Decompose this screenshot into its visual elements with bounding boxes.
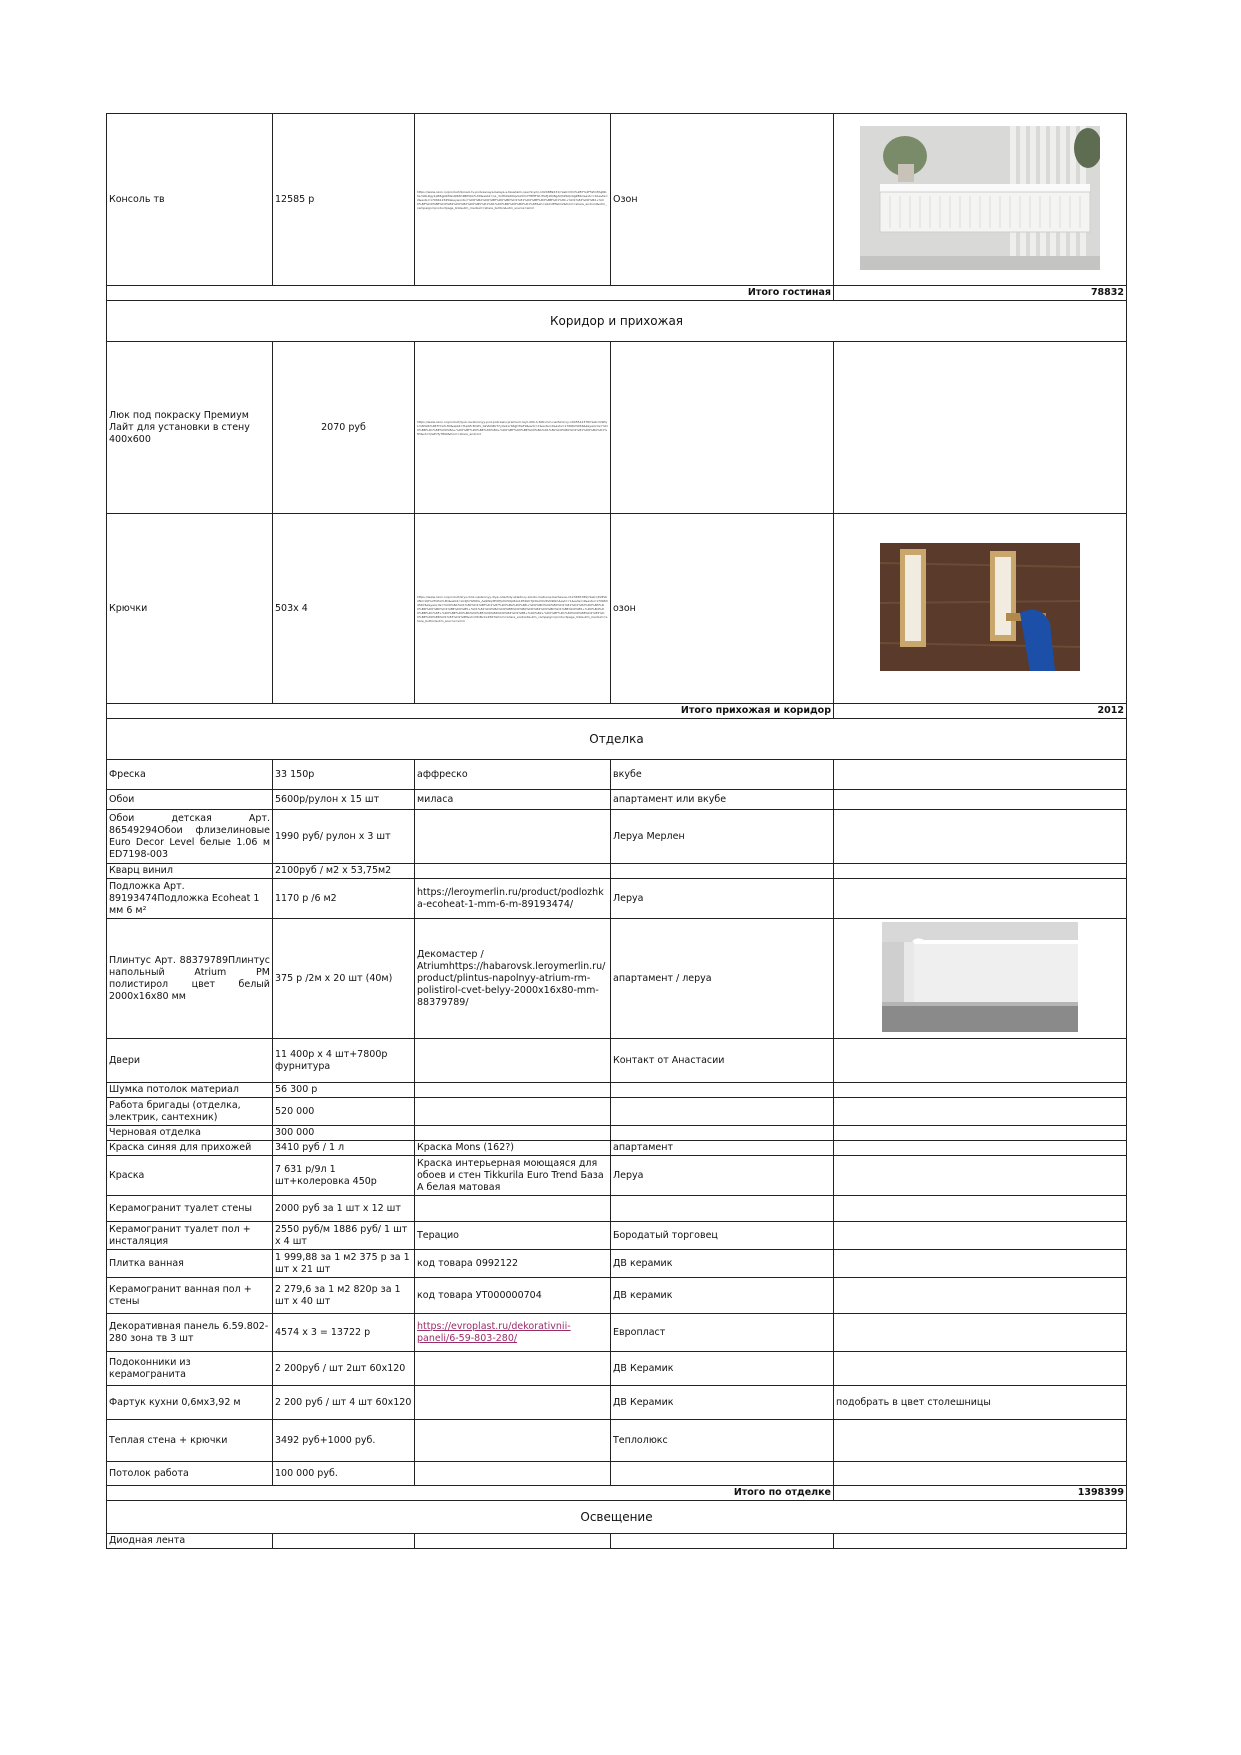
item-store: [611, 1196, 834, 1222]
item-price: 7 631 р/9л 1 шт+колеровка 450р: [273, 1156, 415, 1196]
item-note: [834, 1039, 1127, 1083]
item-name: Потолок работа: [107, 1462, 273, 1486]
item-price: 300 000: [273, 1126, 415, 1141]
item-name: Плитка ванная: [107, 1250, 273, 1278]
item-link[interactable]: https://www.ozon.ru/product/kryuchok-nastennyy-dlya-odezhdy-skladnoy-zoloto-matovoe-bezhevoe-1123456789/?asb=Zx8Vb2Nm1Ql%2FoPw%3D&asb2=Lk4Jh7Gf0Ds_Ae9Wq3Er6Ty2Ui5Op8As1Df4Gh7Jk0Lz3Xc6Vb9Nm&avtc=1&avte=4&avts=1706634567&keywords=%D0%BA%D1%80%D1%8E%D1%87%D0%BA%D0%B8+%D0%BD%D0%B0%D1%81%D1%82%D0%B5%D0%BD%D0%BD%D1%8B%D0%B5+%D1%81%D0%BA%D0%BB%D0%B0%D0%B4%D0%BD%D1%8B%D0%B5+%D0%B4%D0%BB%D1%8F+%D0%BE%D0%B4%D0%B5%D0%B6%D0%B4%D1%8B+%D0%B2+%D0%BF%D1%80%D0%B8%D1%85%D0%BE%D0%B6%D1%83%D1%8E&sh=MnBvCx4567&from=share_android&utm_campaign=productpage_link&utm_medium=share_button&utm_source=smm: [415, 514, 611, 704]
item-name: Черновая отделка: [107, 1126, 273, 1141]
item-name: Консоль тв: [107, 114, 273, 286]
item-note: [834, 879, 1127, 919]
table-row: [107, 1222, 1127, 1250]
item-link: Краска Mons (162?): [415, 1141, 611, 1156]
item-price: 520 000: [273, 1098, 415, 1126]
item-link: [415, 1126, 611, 1141]
item-name: Теплая стена + крючки: [107, 1420, 273, 1462]
item-note: [834, 1098, 1127, 1126]
item-link[interactable]: https://leroymerlin.ru/product/podlozhka-ecoheat-1-mm-6-m-89193474/: [415, 879, 611, 919]
item-store: [611, 864, 834, 879]
hooks-image: [880, 543, 1080, 671]
section-row: [107, 301, 1127, 342]
item-note: [834, 1352, 1127, 1386]
item-link: [415, 1083, 611, 1098]
section-row: [107, 719, 1127, 760]
item-price: 12585 р: [273, 114, 415, 286]
item-name: Шумка потолок материал: [107, 1083, 273, 1098]
table-row: [107, 1039, 1127, 1083]
item-price: 100 000 руб.: [273, 1462, 415, 1486]
item-note: [834, 1196, 1127, 1222]
item-name: Декоративная панель 6.59.802-280 зона тв 3 шт: [107, 1314, 273, 1352]
total-living-label: Итого гостиная: [107, 286, 834, 301]
item-link: [415, 1386, 611, 1420]
table-row: [107, 810, 1127, 864]
item-price: 2000 руб за 1 шт х 12 шт: [273, 1196, 415, 1222]
item-price: 11 400р х 4 шт+7800р фурнитура: [273, 1039, 415, 1083]
product-image-cell: [834, 514, 1127, 704]
item-link: [415, 810, 611, 864]
total-finish-value: 1398399: [834, 1486, 1127, 1501]
table-row: [107, 1352, 1127, 1386]
item-store: ДВ Керамик: [611, 1386, 834, 1420]
item-note: [834, 1141, 1127, 1156]
item-name: Люк под покраску Премиум Лайт для установки в стену 400х600: [107, 342, 273, 514]
item-link: код товара 0992122: [415, 1250, 611, 1278]
item-store: [611, 1462, 834, 1486]
item-name: Диодная лента: [107, 1534, 273, 1549]
item-price: 5600р/рулон х 15 шт: [273, 790, 415, 810]
item-link: код товара УТ000000704: [415, 1278, 611, 1314]
item-store: Леруа: [611, 1156, 834, 1196]
total-hall-value: 2012: [834, 704, 1127, 719]
section-row: [107, 1501, 1127, 1534]
section-finish-title: Отделка: [107, 719, 1127, 760]
item-store: [611, 342, 834, 514]
item-price: 33 150р: [273, 760, 415, 790]
product-image-cell: [834, 919, 1127, 1039]
item-store: Леруа: [611, 879, 834, 919]
item-name: Фреска: [107, 760, 273, 790]
item-store: [611, 1098, 834, 1126]
item-name: Подложка Арт. 89193474Подложка Ecoheat 1 мм 6 м²: [107, 879, 273, 919]
product-image-cell: [834, 114, 1127, 286]
item-price: 375 р /2м х 20 шт (40м): [273, 919, 415, 1039]
item-name: Работа бригады (отделка, электрик, сантехник): [107, 1098, 273, 1126]
item-store: ДВ керамик: [611, 1278, 834, 1314]
item-store: ДВ Керамик: [611, 1352, 834, 1386]
table-row: [107, 1141, 1127, 1156]
baseboard-image: [882, 922, 1078, 1032]
item-link: [415, 1462, 611, 1486]
item-note: [834, 1156, 1127, 1196]
item-name: Двери: [107, 1039, 273, 1083]
item-link: Терацио: [415, 1222, 611, 1250]
item-link: Краска интерьерная моющаяся для обоев и стен Tikkurila Euro Trend База А белая матовая: [415, 1156, 611, 1196]
item-store: Леруа Мерлен: [611, 810, 834, 864]
table-row: [107, 919, 1127, 1039]
item-price: 56 300 р: [273, 1083, 415, 1098]
item-store: [611, 1126, 834, 1141]
item-price: 2550 руб/м 1886 руб/ 1 шт х 4 шт: [273, 1222, 415, 1250]
table-row: [107, 1278, 1127, 1314]
item-store: [611, 1534, 834, 1549]
item-store: Европласт: [611, 1314, 834, 1352]
item-store: Теплолюкс: [611, 1420, 834, 1462]
item-store: апартамент: [611, 1141, 834, 1156]
item-store: озон: [611, 514, 834, 704]
item-store: [611, 1083, 834, 1098]
item-name: Подоконники из керамогранита: [107, 1352, 273, 1386]
table-row: [107, 1156, 1127, 1196]
item-note: подобрать в цвет столешницы: [834, 1386, 1127, 1420]
table-row: [107, 1314, 1127, 1352]
table-row: [107, 1196, 1127, 1222]
section-light-title: Освещение: [107, 1501, 1127, 1534]
table-row: [107, 864, 1127, 879]
item-link: [415, 1039, 611, 1083]
item-price: 2 200 руб / шт 4 шт 60х120: [273, 1386, 415, 1420]
table-row: [107, 114, 1127, 286]
item-price: 1170 р /6 м2: [273, 879, 415, 919]
item-price: 1 999,88 за 1 м2 375 р за 1 шт х 21 шт: [273, 1250, 415, 1278]
item-name: Фартук кухни 0,6мх3,92 м: [107, 1386, 273, 1420]
table-row: [107, 1534, 1127, 1549]
item-link[interactable]: Декомастер / Atriumhttps://habarovsk.leroymerlin.ru/product/plintus-napolnyy-atrium-rm-polistirol-cvet-belyy-2000x16x80-mm-88379789/: [415, 919, 611, 1039]
item-store: вкубе: [611, 760, 834, 790]
total-hall-label: Итого прихожая и коридор: [107, 704, 834, 719]
item-name: Кварц винил: [107, 864, 273, 879]
item-store: ДВ керамик: [611, 1250, 834, 1278]
total-row: [107, 704, 1127, 719]
item-price: [273, 1534, 415, 1549]
item-store: Озон: [611, 114, 834, 286]
item-store: Контакт от Анастасии: [611, 1039, 834, 1083]
item-link: аффреско: [415, 760, 611, 790]
item-note: [834, 1462, 1127, 1486]
item-price: 4574 х 3 = 13722 р: [273, 1314, 415, 1352]
item-price: 2100руб / м2 х 53,75м2: [273, 864, 415, 879]
item-link: [415, 1420, 611, 1462]
item-note: [834, 1278, 1127, 1314]
item-name: Краска: [107, 1156, 273, 1196]
table-row: [107, 790, 1127, 810]
item-note: [834, 1083, 1127, 1098]
item-name: Керамогранит ванная пол + стены: [107, 1278, 273, 1314]
section-hall-title: Коридор и прихожая: [107, 301, 1127, 342]
item-link: милаcа: [415, 790, 611, 810]
item-price: 2 200руб / шт 2шт 60х120: [273, 1352, 415, 1386]
table-row: [107, 879, 1127, 919]
total-row: [107, 1486, 1127, 1501]
item-price: 3492 руб+1000 руб.: [273, 1420, 415, 1462]
item-link: [415, 1098, 611, 1126]
item-name: Керамогранит туалет стены: [107, 1196, 273, 1222]
item-note: [834, 790, 1127, 810]
table-row: [107, 1386, 1127, 1420]
item-name: Керамогранит туалет пол + инсталяция: [107, 1222, 273, 1250]
item-price: 2070 руб: [273, 342, 415, 514]
item-note: [834, 1250, 1127, 1278]
budget-table: [106, 113, 1127, 1549]
table-row: [107, 1126, 1127, 1141]
item-store: апартамент или вкубе: [611, 790, 834, 810]
table-row: [107, 1462, 1127, 1486]
item-name: Плинтус Арт. 88379789Плинтус напольный Atrium PM полистирол цвет белый 2000x16x80 мм: [107, 919, 273, 1039]
item-link[interactable]: https://evroplast.ru/dekorativnii-paneli/6-59-803-280/: [415, 1314, 611, 1352]
item-link: [415, 1196, 611, 1222]
item-price: 1990 руб/ рулон х 3 шт: [273, 810, 415, 864]
item-link: [415, 1352, 611, 1386]
item-link: [415, 864, 611, 879]
table-row: [107, 514, 1127, 704]
item-note: [834, 864, 1127, 879]
table-row: [107, 1083, 1127, 1098]
item-price: 3410 руб / 1 л: [273, 1141, 415, 1156]
product-image-cell: [834, 342, 1127, 514]
item-link[interactable]: https://www.ozon.ru/product/lyuk-revizionnyy-pod-pokrasku-premium-layt-400-h-600-mm-nazhimnoy-1045512378/?asb=k9PqLmN3xR%2B7tYw%3D&asb2=Hq2Zc8mPx_0aVbN4kT7yUe1LrS6gD3wF9&avtc=1&avte=2&avts=1706623456&keywords=%D0%BB%D1%8E%D0%BA+%D0%BF%D0%BE%D0%B4+%D0%BF%D0%BE%D0%BA%D1%80%D0%B0%D1%81%D0%BA%D1%83&sh=QwErTy7890&from=share_android: [415, 342, 611, 514]
item-note: [834, 1534, 1127, 1549]
item-price: 2 279,6 за 1 м2 820р за 1 шт х 40 шт: [273, 1278, 415, 1314]
item-name: Обои: [107, 790, 273, 810]
total-row: [107, 286, 1127, 301]
item-note: [834, 1420, 1127, 1462]
table-row: [107, 760, 1127, 790]
total-finish-label: Итого по отделке: [107, 1486, 834, 1501]
item-name: Краска синяя для прихожей: [107, 1141, 273, 1156]
item-link[interactable]: https://www.ozon.ru/product/konsol-tv-podvesnaya-belaya-s-fasadami-reechnymi-1024889231/?asb=Dm%2B7%2F5ZmFAqNbSLm0lLRgy1pB3gp6iMsxQ8ZC4BPVbk%3D&asb2=nL_3xHh0aD9qvG2Xm7HtHfHxU7kZJ1tQ8gAQhZbQx0gZ8Kc&avtc=1&avte=2&avts=1706612345&keywords=%D0%BA%D0%BE%D0%BD%D1%81%D0%BE%D0%BB%D1%8C+%D1%82%D0%B2+%D0%BF%D0%BE%D0%B4%D0%B2%D0%B5%D1%81%D0%BD%D0%B0%D1%8F&sh=AbCdEfGh12&from=share_android&utm_campaign=productpage_link&utm_medium=share_button&utm_source=smm: [415, 114, 611, 286]
item-name: Крючки: [107, 514, 273, 704]
item-name: Обои детская Арт. 86549294Обои флизелиновые Euro Decor Level белые 1.06 м ED7198-003: [107, 810, 273, 864]
table-row: [107, 1420, 1127, 1462]
item-link: [415, 1534, 611, 1549]
item-note: [834, 760, 1127, 790]
budget-sheet: [106, 113, 1126, 1549]
item-price: 503х 4: [273, 514, 415, 704]
table-row: [107, 342, 1127, 514]
item-store: апартамент / леруа: [611, 919, 834, 1039]
table-row: [107, 1098, 1127, 1126]
item-note: [834, 1222, 1127, 1250]
tv-console-image: [860, 126, 1100, 270]
item-note: [834, 1126, 1127, 1141]
table-row: [107, 1250, 1127, 1278]
item-note: [834, 1314, 1127, 1352]
total-living-value: 78832: [834, 286, 1127, 301]
item-note: [834, 810, 1127, 864]
item-store: Бородатый торговец: [611, 1222, 834, 1250]
